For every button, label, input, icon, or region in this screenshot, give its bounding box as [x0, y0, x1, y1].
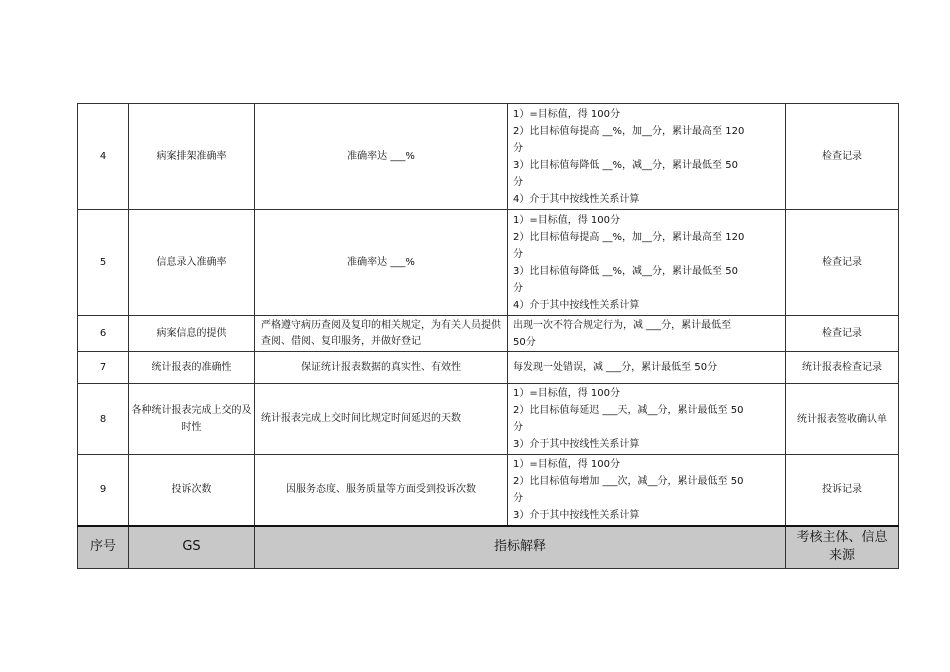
row-number: 5: [78, 210, 129, 316]
kpi-table: [77, 103, 899, 569]
kpi-name: 各种统计报表完成上交的及时性: [129, 384, 255, 455]
kpi-name: 信息录入准确率: [129, 210, 255, 316]
kpi-source: 检查记录: [786, 210, 899, 316]
rule-line: 2）比目标值每延迟 ___天，减__分，累计最低至 50: [513, 405, 744, 416]
table-row: [78, 104, 899, 210]
header-indicator: 指标解释: [255, 526, 786, 569]
kpi-scoring-rules: [508, 210, 786, 316]
row-number: 4: [78, 104, 129, 210]
row-number: 8: [78, 384, 129, 455]
rule-line: 2）比目标值每提高 __%，加__分，累计最高至 120: [513, 125, 745, 137]
kpi-source: 检查记录: [786, 104, 899, 210]
rule-line: 每发现一处错误，减 ___分，累计最低至 50分: [513, 362, 718, 373]
rule-line: 4）介于其中按线性关系计算: [513, 193, 640, 205]
row-number: 9: [78, 455, 129, 526]
table-row: [78, 455, 899, 526]
kpi-source: 统计报表检查记录: [786, 352, 899, 384]
row-number: 7: [78, 352, 129, 384]
kpi-indicator: 严格遵守病历查阅及复印的相关规定，为有关人员提供查阅、借阅、复印服务，并做好登记: [255, 316, 508, 352]
kpi-indicator: 准确率达 ___%: [255, 210, 508, 316]
kpi-source: 统计报表签收确认单: [786, 384, 899, 455]
rule-line: 3）介于其中按线性关系计算: [513, 439, 640, 450]
table-row: [78, 316, 899, 352]
rule-line: 出现一次不符合规定行为，减 ___分，累计最低至: [513, 319, 732, 331]
rule-line: 分: [513, 248, 523, 260]
table-row: [78, 352, 899, 384]
kpi-indicator: 保证统计报表数据的真实性、有效性: [255, 352, 508, 384]
kpi-indicator: 准确率达 ___%: [255, 104, 508, 210]
rule-line: 1）=目标值，得 100分: [513, 458, 621, 470]
header-no: 序号: [78, 526, 129, 569]
rule-line: 3）比目标值每降低 __%，减__分，累计最低至 50: [513, 159, 738, 171]
kpi-name: 病案排架准确率: [129, 104, 255, 210]
row-number: 6: [78, 316, 129, 352]
rule-line: 分: [513, 142, 523, 154]
header-source: 考核主体、信息来源: [786, 526, 899, 569]
table-row: [78, 210, 899, 316]
rule-line: 分: [513, 422, 523, 433]
kpi-scoring-rules: [508, 352, 786, 384]
kpi-scoring-rules: [508, 384, 786, 455]
kpi-name: 投诉次数: [129, 455, 255, 526]
kpi-indicator: 因服务态度、服务质量等方面受到投诉次数: [255, 455, 508, 526]
table-row: [78, 384, 899, 455]
rule-line: 2）比目标值每提高 __%，加__分，累计最高至 120: [513, 231, 745, 243]
kpi-scoring-rules: [508, 455, 786, 526]
kpi-source: 投诉记录: [786, 455, 899, 526]
rule-line: 1）=目标值，得 100分: [513, 214, 621, 226]
rule-line: 4）介于其中按线性关系计算: [513, 299, 640, 311]
rule-line: 3）比目标值每降低 __%，减__分，累计最低至 50: [513, 265, 738, 277]
rule-line: 3）介于其中按线性关系计算: [513, 509, 640, 521]
rule-line: 分: [513, 282, 523, 294]
table-header-row: [78, 526, 899, 569]
kpi-scoring-rules: [508, 316, 786, 352]
rule-line: 2）比目标值每增加 ___次，减__分，累计最低至 50: [513, 475, 744, 487]
rule-line: 分: [513, 492, 523, 504]
kpi-indicator: 统计报表完成上交时间比规定时间延迟的天数: [255, 384, 508, 455]
kpi-name: 统计报表的准确性: [129, 352, 255, 384]
kpi-scoring-rules: [508, 104, 786, 210]
kpi-source: 检查记录: [786, 316, 899, 352]
rule-line: 1）=目标值，得 100分: [513, 388, 621, 399]
kpi-name: 病案信息的提供: [129, 316, 255, 352]
rule-line: 1）=目标值，得 100分: [513, 108, 621, 120]
rule-line: 50分: [513, 336, 536, 348]
header-gs: GS: [129, 526, 255, 569]
rule-line: 分: [513, 176, 523, 188]
